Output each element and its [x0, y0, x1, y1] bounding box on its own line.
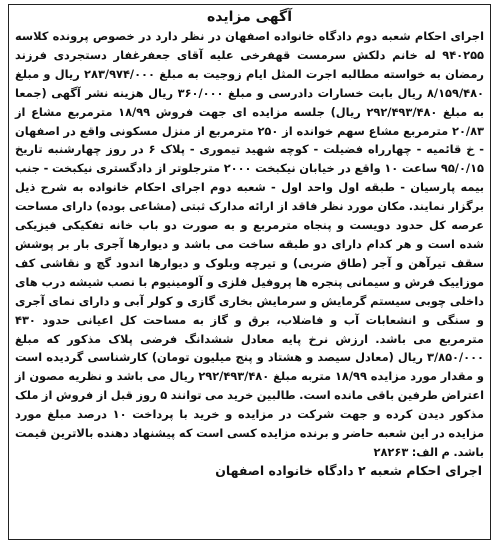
notice-signature: اجرای احکام شعبه ۲ دادگاه خانواده اصفهان [215, 462, 482, 478]
auction-notice [8, 4, 491, 540]
notice-title: آگهی مزایده [206, 9, 292, 25]
notice-body: اجرای احکام شعبه دوم دادگاه خانواده اصفهان در نظر دارد در خصوص پرونده کلاسه ۹۴۰۲۵۵ له خانم دلکش سرمست قهفرخی علیه آقای جعفرغفار دستجردی فرزند رمضان به خواسته مطالبه اجرت المثل ایام زوجیت به مبلغ ۲۸۳/۹۷۴/۰۰۰ ریال و مبلغ ۸/۱۵۹/۴۸۰ ریال بابت خسارات دادرسی و مبلغ ۳۶۰/۰۰۰ ریال هزینه نشر آگهی (جمعا به مبلغ ۲۹۲/۴۹۳/۴۸۰ ریال) جلسه مزایده ای جهت فروش ۱۸/۹۹ مترمربع مشاع از ۲۰/۸۳ مترمربع مشاع سهم خوانده از ۲۵۰ مترمربع از منزل مسکونی واقع در اصفهان - خ قائمیه - چهارراه فضیلت - کوچه شهید تیموری - پلاک ۶ در روز چهارشنبه تاریخ ۹۵/۰/۱۵ ساعت ۱۰ واقع در خیابان نیکبخت ۲۰۰۰ مترجلوتر از دادگستری نیکبخت - جنب بیمه پارسیان - طبقه اول واحد اول - شعبه دوم اجرای احکام خانواده به شرح ذیل برگزار نمایند. مکان مورد نظر فاقد از ارائه مدارک ثبتی (مشاعی بوده) دارای مساحت عرصه کل حدود دویست و پنجاه مترمربع و به صورت دو باب خانه تفکیکی فیزیکی شده است و هر کدام دارای دو طبقه ساخت می باشد و دیوارها آجری بار بر پوشش سقف تیرآهن و آجر (طاق ضربی) و تیرچه وبلوک و دیوارها اندود گچ و نقاشی کف موزاییک فرش و سیمانی پنجره ها پروفیل فلزی و آلومینیوم با نصب شیشه درب های داخلی چوبی سیستم گرمایش و سرمایش بخاری گازی و کولر آبی و دارای نمای آجری و سنگی و انشعابات آب و فاضلاب، برق و گاز به مساحت کل اعیانی حدود ۴۳۰ مترمربع می باشد. ارزش نرخ پایه معادل ششدانگ فرضی پلاک مذکور که مبلغ ۳/۸۵۰/۰۰۰ ریال (معادل سیصد و هشتاد و پنج میلیون تومان) کارشناسی گردیده است و مقدار مورد مزایده ۱۸/۹۹ متربه مبلغ ۲۹۲/۴۹۳/۴۸۰ ریال می باشد و نظریه مصون از اعتراض طرفین باقی مانده است. طالبین خرید می توانند ۵ روز قبل از فروش از ملک مذکور دیدن کرده و جهت شرکت در مزایده و خرید با پرداخت ۱۰ درصد مبلغ مورد مزایده در این شعبه حاضر و برنده مزایده کسی است که پیشنهاد دهنده بالاترین قیمت باشد. م الف: ۲۸۲۶۳ [15, 29, 485, 459]
